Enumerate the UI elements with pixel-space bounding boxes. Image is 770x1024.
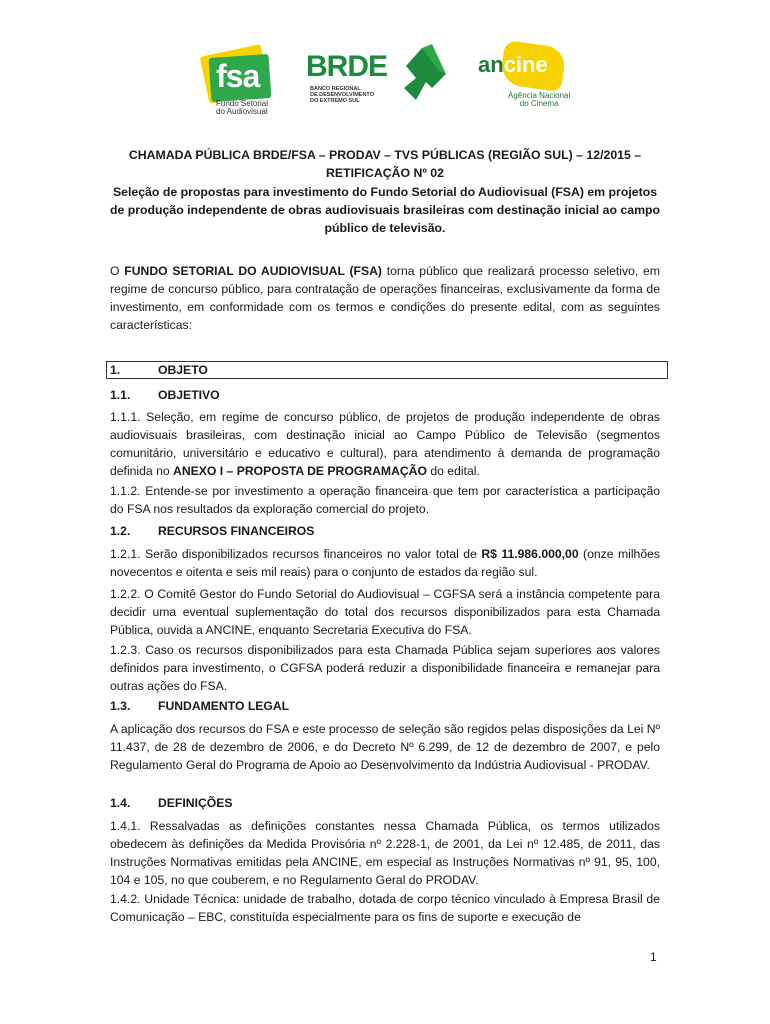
section-1-4-heading: 1.4. DEFINIÇÕES [110, 796, 233, 810]
paragraph-1-4-1: 1.4.1. Ressalvadas as definições constantes nessa Chamada Pública, os termos utilizados obedecem às definições da Medida Provisória nº 2.228-1, de 2001, da Lei nº 12.485, de 2011, das Instruções Normativas emitidas pela ANCINE, em especial as Instruções Normativas nº 91, 95, 100, 104 e 105, no que couberem, e no Regulamento Geral do PRODAV. [110, 819, 660, 887]
fsa-logo-word: fsa [216, 58, 260, 94]
fsa-logo [190, 44, 282, 116]
brde-logo [306, 50, 456, 114]
ancine-logo-word: ancine [478, 52, 548, 77]
document-title: CHAMADA PÚBLICA BRDE/FSA – PRODAV – TVS PÚBLICAS (REGIÃO SUL) – 12/2015 – RETIFICAÇÃO Nº 02 [128, 148, 642, 180]
paragraph-1-2-2: 1.2.2. O Comitê Gestor do Fundo Setorial do Audiovisual – CGFSA será a instância competente para decidir uma eventual suplementação do total dos recursos disponibilizados para esta Chamada Pública, ouvida a ANCINE, enquanto Secretaria Executiva do FSA. [110, 587, 660, 637]
section-1-1-heading: 1.1. OBJETIVO [110, 388, 220, 402]
section-1-2-heading: 1.2. RECURSOS FINANCEIROS [110, 524, 315, 538]
brde-logo-word: BRDE [306, 50, 388, 83]
brde-logo-subtitle: BANCO REGIONAL DE DESENVOLVIMENTO DO EXTREMO SUL [310, 86, 374, 104]
fsa-logo-subtitle: Fundo Setorial do Audiovisual [216, 99, 269, 116]
section-1-heading: 1. OBJETO [110, 363, 208, 377]
paragraph-1-4-2: 1.4.2. Unidade Técnica: unidade de trabalho, dotada de corpo técnico vinculado à Empresa Brasil de Comunicação – EBC, constituída especialmente para os fins de suporte e execução de [110, 892, 660, 924]
section-1-3-heading: 1.3. FUNDAMENTO LEGAL [110, 699, 290, 713]
paragraph-1-2-1: 1.2.1. Serão disponibilizados recursos financeiros no valor total de R$ 11.986.000,00 (onze milhões novecentos e oitenta e seis mil reais) para o conjunto de estados da região sul. [110, 547, 660, 579]
paragraph-1-1-1: 1.1.1. Seleção, em regime de concurso público, de projetos de produção independente de obras audiovisuais brasileiras, com destinação inicial ao Campo Público de Televisão (segmentos comunitário, universitário e educativo e cultural), para atendimento à demanda de programação definida no ANEXO I – PROPOSTA DE PROGRAMAÇÃO do edital. [110, 410, 660, 478]
paragraph-1-3: A aplicação dos recursos do FSA e este processo de seleção são regidos pelas disposições da Lei Nº 11.437, de 28 de dezembro de 2006, e do Decreto Nº 6.299, de 12 de dezembro de 2007, e pelo Regulamento Geral do Programa de Apoio ao Desenvolvimento da Indústria Audiovisual - PRODAV. [110, 722, 660, 772]
paragraph-1-2-3: 1.2.3. Caso os recursos disponibilizados para esta Chamada Pública sejam superiores aos valores definidos para investimento, o CGFSA poderá reduzir a disponibilidade financeira e remanejar para outras ações do FSA. [110, 643, 660, 693]
page-number: 1 [650, 950, 657, 964]
paragraph-1-1-2: 1.1.2. Entende-se por investimento a operação financeira que tem por característica a participação do FSA nos resultados da exploração comercial do projeto. [110, 484, 660, 516]
intro-paragraph: O FUNDO SETORIAL DO AUDIOVISUAL (FSA) torna público que realizará processo seletivo, em regime de concurso público, para contratação de operações financeiras, exclusivamente da forma de investimento, em conformidade com os termos e condições do presente edital, com as seguintes características: [110, 264, 660, 332]
header-logos [190, 40, 580, 120]
brde-arrow-icon [402, 44, 450, 104]
document-subtitle: Seleção de propostas para investimento do Fundo Setorial do Audiovisual (FSA) em projetos de produção independente de obras audiovisuais brasileiras com destinação inicial ao campo público de televisão. [109, 185, 661, 235]
ancine-logo-subtitle: Agência Nacional do Cinema [508, 91, 571, 108]
ancine-logo [476, 44, 576, 116]
